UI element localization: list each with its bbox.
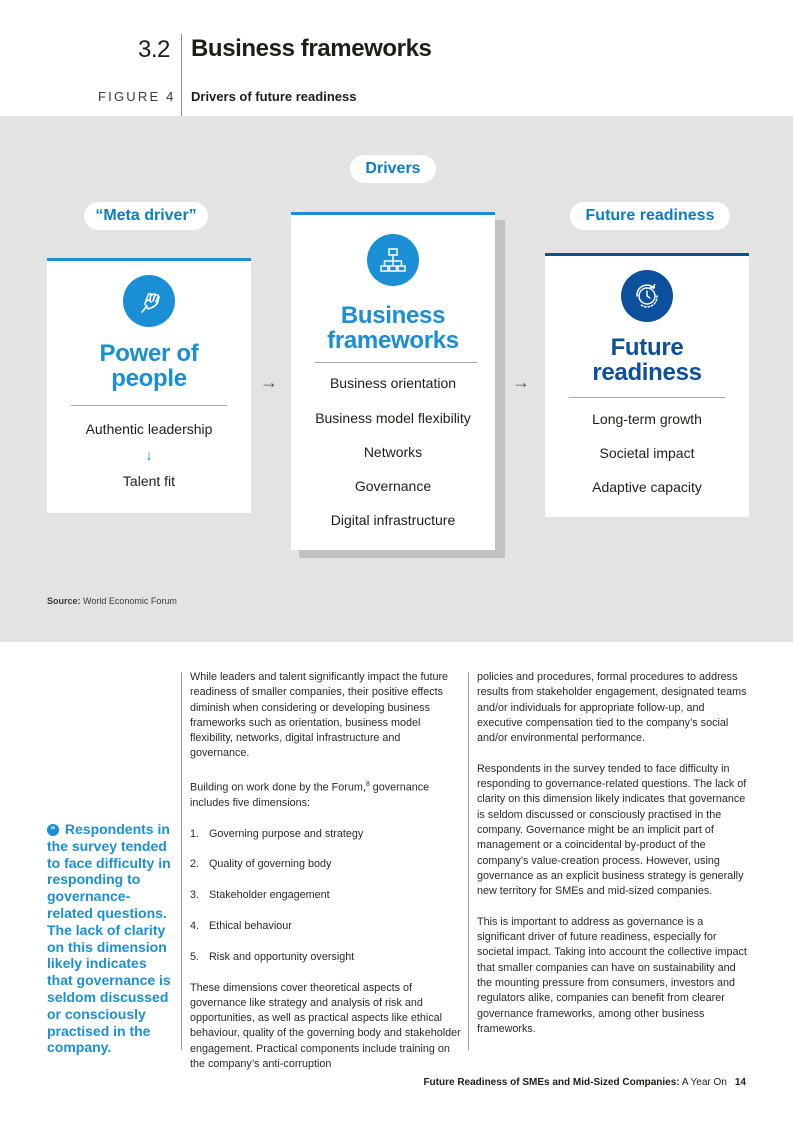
section-number: 3.2 (138, 36, 170, 63)
source-label: Source: (47, 596, 81, 606)
list-text: Quality of governing body (209, 858, 332, 871)
card-item: Adaptive capacity (592, 479, 702, 495)
list-item (190, 857, 462, 872)
card-title-line: Power of (99, 340, 199, 367)
business-frameworks-card (291, 212, 495, 550)
paragraph: policies and procedures, formal procedures to address results from stakeholder engagement, designated teams and/or individuals for appropriate follow-up, and executive compensation tied to the company’s social and/or environmental performance. (477, 671, 747, 745)
body-column-2 (477, 670, 747, 1052)
list-text: Risk and opportunity oversight (209, 950, 355, 963)
card-divider (315, 362, 477, 363)
list-text: Stakeholder engagement (209, 889, 330, 902)
quote-text: Respondents in the survey tended to face difficulty in responding to governance-related questions. The lack of clarity on this dimension likely indicates that governance is seldom discussed or consciously practised in the company. (47, 821, 171, 1056)
future-readiness-label: Future readiness (570, 202, 730, 230)
clock-refresh-icon (621, 270, 673, 322)
card-title-line: people (111, 365, 187, 392)
org-chart-icon (367, 234, 419, 286)
header-divider (181, 34, 182, 116)
list-number: 5. (190, 950, 200, 963)
paragraph (190, 777, 462, 811)
card-divider (569, 397, 725, 398)
list-item (190, 888, 462, 903)
figure-source (47, 596, 177, 606)
card-item: Talent fit (122, 473, 176, 489)
card-item: Digital infrastructure (330, 512, 456, 528)
footnote-ref: 8 (365, 781, 370, 789)
column-divider (181, 672, 182, 1050)
card-item: Societal impact (599, 445, 695, 461)
governance-dimensions-list (190, 827, 462, 965)
paragraph: This is important to address as governance is a significant driver of future readiness, especially for societal impact. Taking into account the collective impact that smaller companies can have on sustainability and the mounting pressure from consumers, investors and regulators alike, companies can benefit from clearer governance frameworks, among other business frameworks. (477, 915, 747, 1035)
quote-icon: “ (47, 824, 59, 836)
drivers-label: Drivers (350, 155, 436, 183)
arrow-down-icon: ↓ (145, 447, 153, 464)
pull-quote (47, 821, 175, 1056)
card-title-line: readiness (592, 359, 702, 386)
arrow-right-icon: → (260, 372, 278, 392)
card-item: Long-term growth (592, 411, 702, 427)
list-number: 4. (190, 919, 200, 932)
list-number: 3. (190, 889, 200, 902)
column-divider (468, 672, 469, 1050)
paragraph: While leaders and talent significantly impact the future readiness of smaller companies, their positive effects diminish when considering or developing business frameworks such as orientation, business model flexibility, networks, digital infrastructure and governance. (190, 671, 449, 760)
footer-subtitle: A Year On (679, 1077, 727, 1088)
page-footer (423, 1077, 746, 1088)
future-readiness-card (545, 253, 749, 517)
card-item: Governance (354, 478, 432, 494)
list-text: Ethical behaviour (209, 919, 292, 932)
card-title-line: Future (610, 334, 684, 361)
list-text: Governing purpose and strategy (209, 827, 364, 840)
list-item (190, 827, 462, 842)
paragraph: Respondents in the survey tended to face difficulty in responding to governance-related questions. The lack of clarity on this dimension likely indicates that governance is seldom discussed or consciously practised in the company. Governance might be an implicit part of management or a coincidental by-product of the company’s value-creation process. However, using governance as an explicit business strategy is generally new territory for SMEs and mid-sized companies. (477, 762, 747, 898)
arrow-right-icon: → (512, 372, 530, 392)
list-item (190, 950, 462, 965)
page-number: 14 (734, 1077, 746, 1088)
section-title: Business frameworks (191, 35, 432, 62)
list-item (190, 919, 462, 934)
card-item: Business orientation (329, 375, 457, 391)
raised-fist-icon (123, 275, 175, 327)
card-item: Networks (363, 444, 423, 460)
body-column-1 (190, 670, 462, 1088)
paragraph: These dimensions cover theoretical aspects of governance like strategy and analysis of risk and opportunities, as well as practical aspects like ethical behaviour, quality of the governing body and stakeholder engagement. Practical components include training on the company’s anti-corruption (190, 981, 461, 1071)
power-of-people-card (47, 258, 251, 513)
footer-title: Future Readiness of SMEs and Mid-Sized Companies: (423, 1077, 680, 1088)
paragraph-text: governance includes five dimensions: (190, 781, 430, 809)
list-number: 2. (190, 858, 200, 871)
paragraph-text: Building on work done by the Forum, (190, 781, 366, 794)
meta-driver-label: “Meta driver” (84, 202, 208, 230)
card-title-line: frameworks (327, 327, 459, 354)
list-number: 1. (190, 827, 200, 840)
figure-title: Drivers of future readiness (191, 89, 357, 104)
card-title-line: Business (340, 302, 446, 329)
card-item: Business model flexibility (315, 410, 471, 426)
source-text: World Economic Forum (83, 596, 177, 606)
figure-label: FIGURE 4 (98, 89, 176, 104)
card-divider (71, 405, 227, 406)
card-item: Authentic leadership (85, 421, 213, 437)
